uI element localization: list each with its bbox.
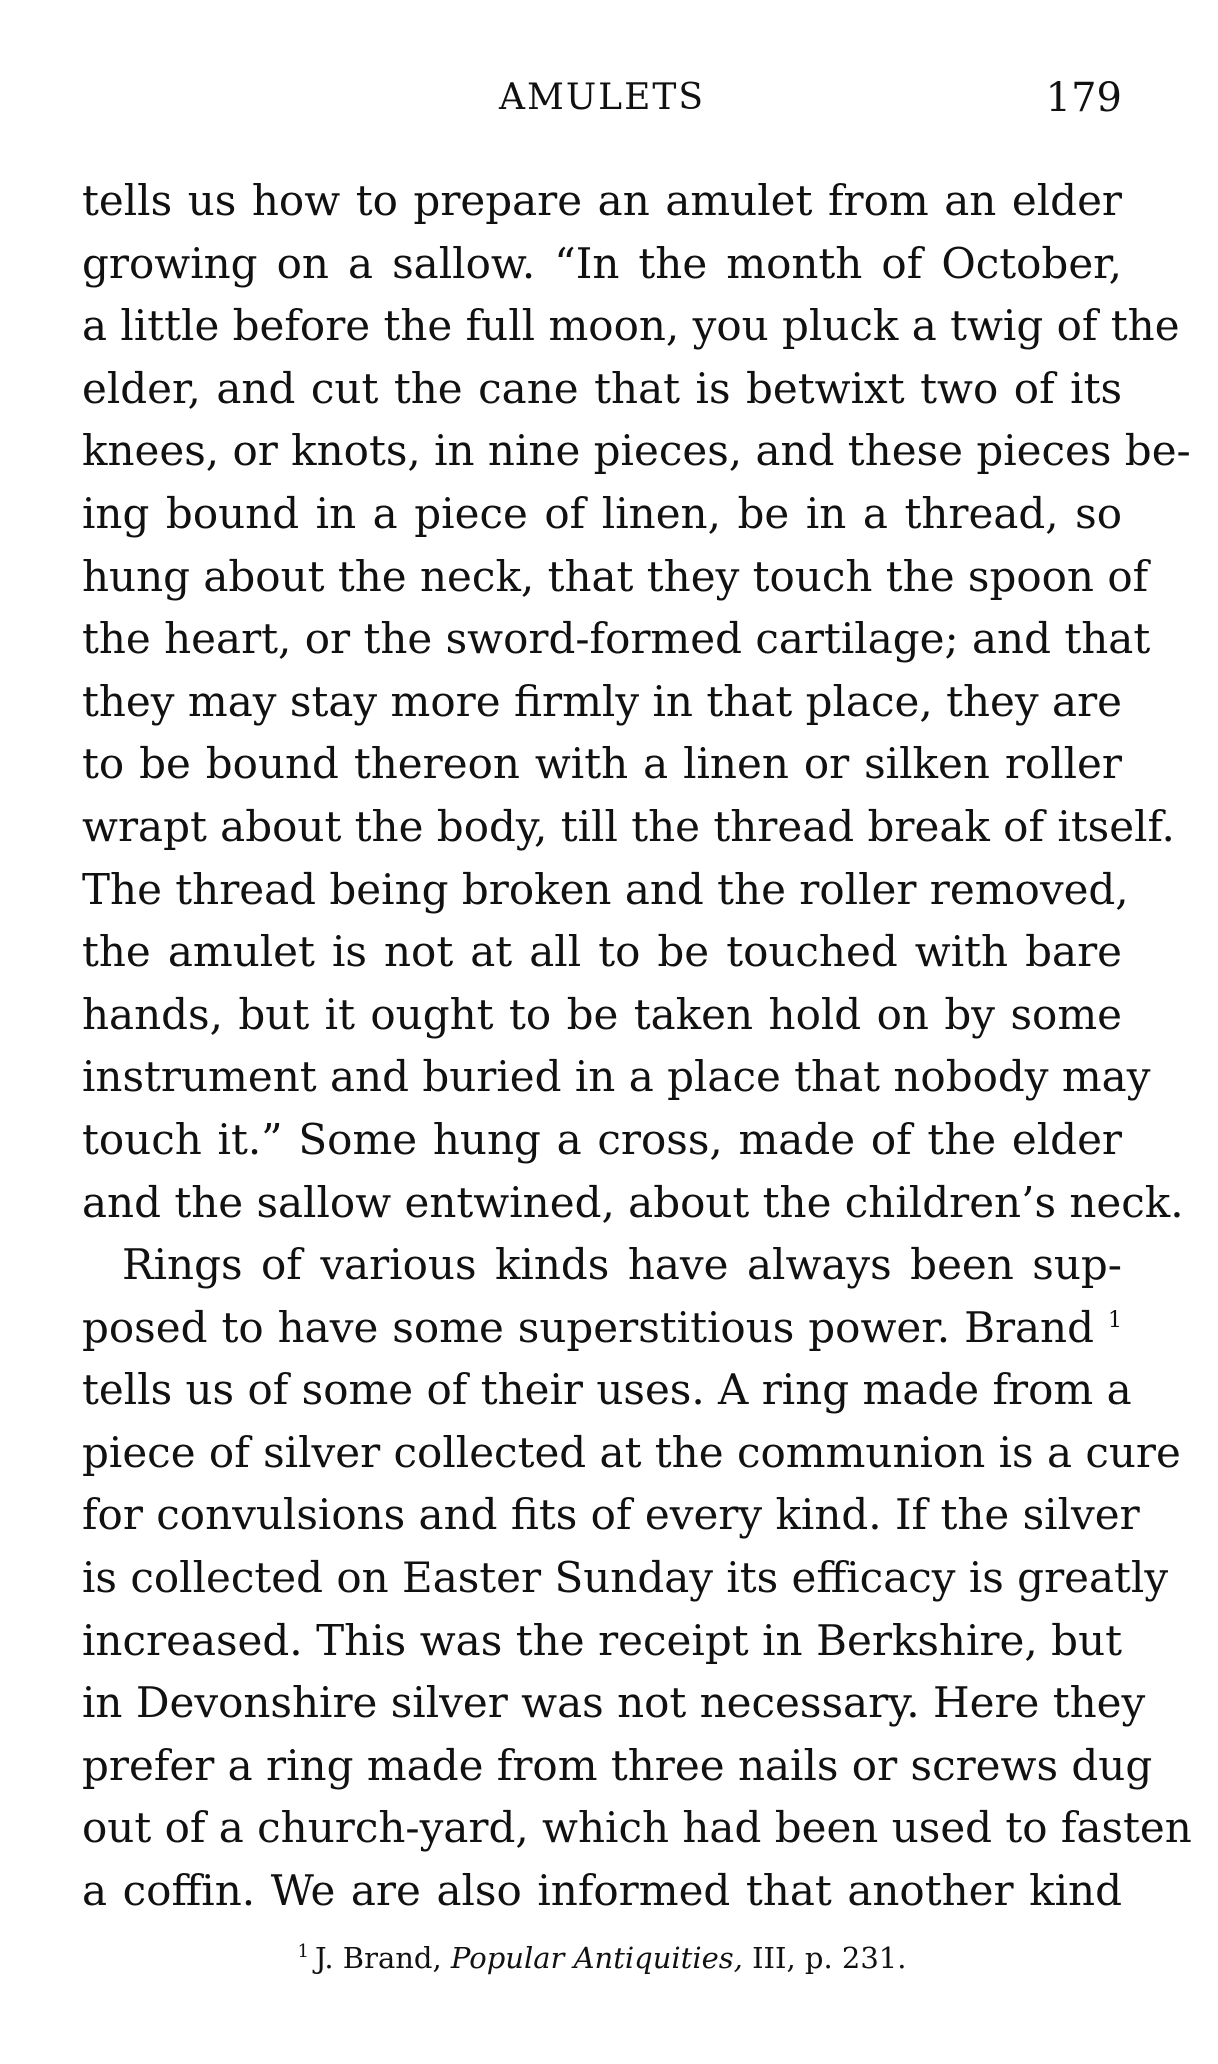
text-line: out of a church-yard, which had been used to fasten (82, 1803, 1192, 1853)
page-header (82, 68, 1122, 128)
footnote-author: J. Brand, (314, 1941, 442, 1975)
text-line: for convulsions and fits of every kind. If the silver (82, 1490, 1140, 1540)
text-line-with-footnote-ref (82, 1297, 1122, 1360)
text-line: the amulet is not at all to be touched with bare (82, 927, 1122, 977)
footnote-citation: III, p. 231. (752, 1941, 907, 1975)
text-line: they may stay more firmly in that place, they are (82, 676, 1122, 726)
running-head: AMULETS (498, 77, 706, 118)
text-line-content: posed to have some superstitious power. Brand (82, 1302, 1094, 1352)
footnote-reference: 1 (1108, 1307, 1122, 1333)
footnote-mark: 1 (297, 1941, 309, 1963)
text-line: increased. This was the receipt in Berkshire, but (82, 1615, 1122, 1665)
text-line: a coffin. We are also informed that another kind (82, 1866, 1122, 1916)
text-line: and the sallow entwined, about the children’s neck. (82, 1177, 1184, 1227)
text-line: elder, and cut the cane that is betwixt two of its (82, 363, 1122, 413)
text-line: tells us how to prepare an amulet from an elder (82, 176, 1122, 225)
page-number: 179 (1045, 75, 1122, 121)
text-line: in Devonshire silver was not necessary. Here they (82, 1678, 1146, 1728)
text-line: ing bound in a piece of linen, be in a thread, so (82, 488, 1122, 538)
text-line: hung about the neck, that they touch the spoon of (82, 551, 1149, 601)
text-line: knees, or knots, in nine pieces, and these pieces be- (82, 426, 1191, 476)
text-line: to be bound thereon with a linen or silken roller (82, 739, 1122, 789)
text-line: a little before the full moon, you pluck a twig of the (82, 301, 1180, 351)
text-line: The thread being broken and the roller removed, (82, 864, 1129, 914)
footnote (82, 1938, 1122, 1978)
text-line: tells us of some of their uses. A ring made from a (82, 1365, 1132, 1415)
text-line: prefer a ring made from three nails or screws dug (82, 1740, 1153, 1790)
paragraph-first-line: Rings of various kinds have always been sup- (122, 1240, 1122, 1290)
text-line: touch it.” Some hung a cross, made of the elder (82, 1114, 1122, 1164)
text-line: hands, but it ought to be taken hold on by some (82, 989, 1122, 1039)
text-line: piece of silver collected at the communion is a cure (82, 1427, 1181, 1477)
text-line: is collected on Easter Sunday its efficacy is greatly (82, 1553, 1169, 1603)
text-line: growing on a sallow. “In the month of October, (82, 238, 1122, 288)
body-text (82, 170, 1192, 1923)
text-line: the heart, or the sword-formed cartilage; and that (82, 614, 1151, 664)
footnote-title: Popular Antiquities, (450, 1941, 743, 1975)
text-line: wrapt about the body, till the thread break of itself. (82, 801, 1175, 851)
text-line: instrument and buried in a place that nobody may (82, 1052, 1151, 1102)
